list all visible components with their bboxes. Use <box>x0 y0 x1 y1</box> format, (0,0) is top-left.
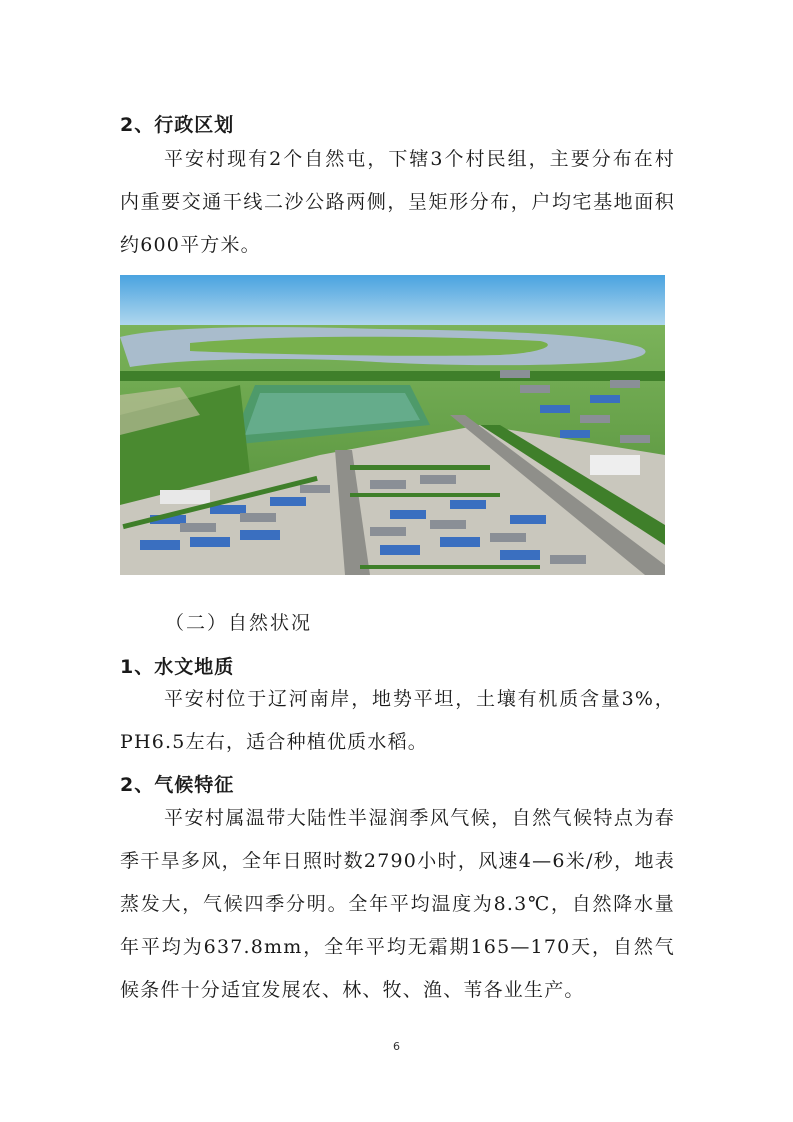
paragraph-admin-division: 平安村现有2个自然屯，下辖3个村民组，主要分布在村内重要交通干线二沙公路两侧，呈矩形分布，户均宅基地面积约600平方米。 <box>120 148 675 256</box>
aerial-village-photo <box>120 275 665 575</box>
section-heading-natural-conditions: （二）自然状况 <box>165 612 313 634</box>
section-heading-climate: 2、气候特征 <box>120 774 235 796</box>
paragraph-hydrology-geology: 平安村位于辽河南岸，地势平坦，土壤有机质含量3%，PH6.5左右，适合种植优质水稻。 <box>120 688 675 753</box>
section-heading-hydrology-geology: 1、水文地质 <box>120 656 235 678</box>
page-number: 6 <box>393 1040 400 1053</box>
section-heading-admin-division: 2、行政区划 <box>120 114 235 136</box>
paragraph-climate: 平安村属温带大陆性半湿润季风气候，自然气候特点为春季干旱多风，全年日照时数2790小时，风速4—6米/秒，地表蒸发大，气候四季分明。全年平均温度为8.3℃，自然降水量年平均为637.8mm，全年平均无霜期165—170天，自然气候条件十分适宜发展农、林、牧、渔、苇各业生产。 <box>120 807 675 1001</box>
